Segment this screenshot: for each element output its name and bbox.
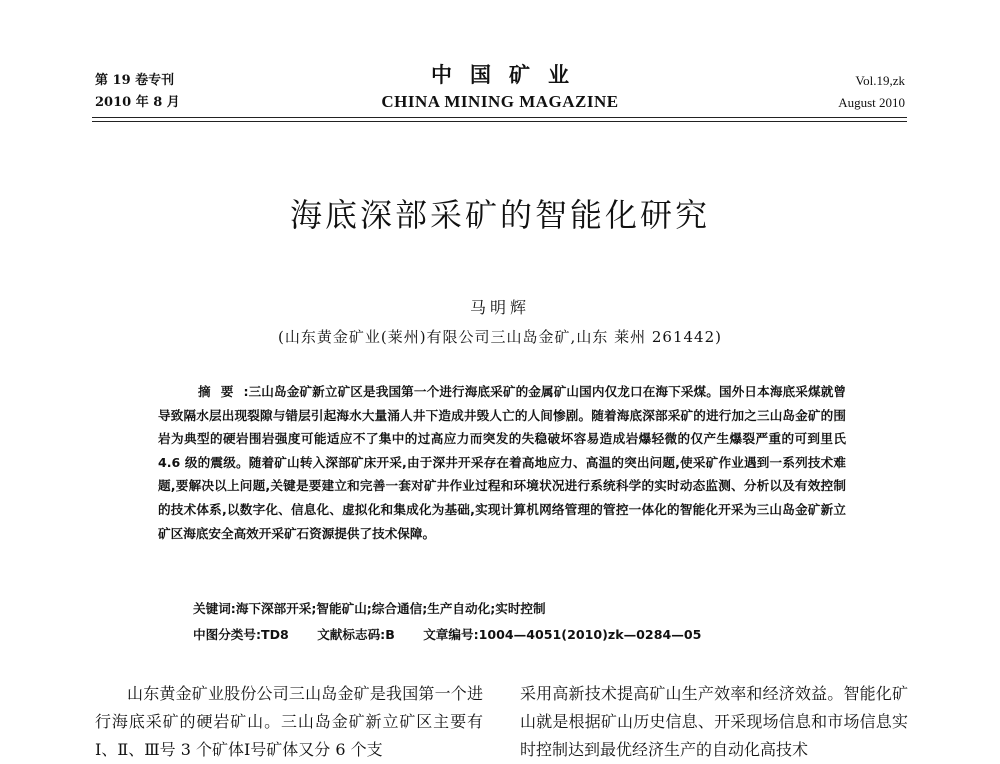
header-date-en: August 2010	[838, 95, 905, 110]
header-volume-block	[838, 70, 905, 114]
document-code: 文献标志码:B	[317, 627, 395, 642]
article-number: 文章编号:1004—4051(2010)zk—0284—05	[423, 627, 702, 642]
classification-line	[193, 624, 725, 646]
abstract	[158, 380, 846, 545]
abstract-text: :三山岛金矿新立矿区是我国第一个进行海底采矿的金属矿山国内仅龙口在海下采煤。国外日本海底采煤就曾导致隔水层出现裂隙与错层引起海水大量涌人井下造成井毁人亡的人间惨剧。随着海底深部采矿的进行加之三山岛金矿的围岩为典型的硬岩围岩强度可能适应不了集中的过高应力而突发的失稳破坏容易造成岩爆轻微的仅产生爆裂严重的可到里氏 4.6 级的震级。随着矿山转入深部矿床开采,由于深井开采存在着高地应力、高温的突出问题,使采矿作业遇到一系列技术难题,要解决以上问题,关键是要建立和完善一套对矿井作业过程和环境状况进行系统科学的实时动态监测、分析以及有效控制的技术体系,以数字化、信息化、虚拟化和集成化为基础,实现计算机网络管理的管控一体化的智能化开采为三山岛金矿新立矿区海底安全高效开采矿石资源提供了技术保障。	[158, 384, 847, 541]
article-author: 马明辉	[469, 298, 530, 317]
clc-number: 中图分类号:TD8	[193, 627, 289, 642]
journal-name-cn: 中国矿业	[431, 62, 587, 87]
header-date-cn: 2010 年 8 月	[95, 95, 180, 110]
journal-name-en: CHINA MINING MAGAZINE	[381, 92, 619, 111]
body-column-right: 采用高新技术提高矿山生产效率和经济效益。智能化矿山就是根据矿山历史信息、开采现场信息和市场信息实时控制达到最优经济生产的自动化高技术	[520, 684, 908, 759]
header-issue-block	[95, 70, 180, 114]
header-volume: Vol.19,zk	[855, 73, 905, 88]
header-journal-block	[300, 60, 700, 114]
header-rule-thin	[92, 121, 907, 122]
header-rule-thick	[92, 117, 907, 118]
article-affiliation: (山东黄金矿业(莱州)有限公司三山岛金矿,山东 莱州 261442)	[278, 328, 722, 346]
abstract-label: 摘要	[198, 384, 244, 399]
body-column-left: 山东黄金矿业股份公司三山岛金矿是我国第一个进行海底采矿的硬岩矿山。三山岛金矿新立矿区主要有Ⅰ、Ⅱ、Ⅲ号 3 个矿体Ⅰ号矿体又分 6 个支	[95, 684, 483, 759]
article-title: 海底深部采矿的智能化研究	[289, 196, 710, 234]
header-issue: 第 19 卷专刊	[95, 73, 175, 88]
keywords: 关键词:海下深部开采;智能矿山;综合通信;生产自动化;实时控制	[193, 601, 546, 616]
